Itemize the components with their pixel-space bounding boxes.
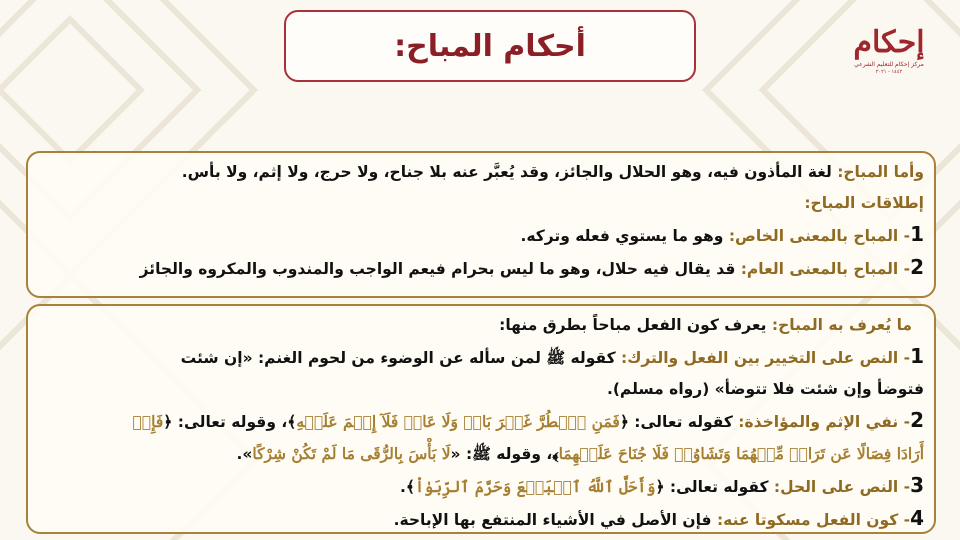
method-continuation bbox=[38, 438, 924, 470]
text: ﴾، وقوله ﷺ: « bbox=[450, 445, 559, 463]
page-title: أحكام المباح: bbox=[394, 28, 586, 64]
usage-item bbox=[38, 219, 924, 252]
method-item bbox=[38, 470, 924, 503]
method-continuation bbox=[38, 374, 924, 405]
item-number: 1 bbox=[910, 222, 924, 246]
text: كقوله ﷺ لمن سأله عن الوضوء من لحوم الغنم: «إن شئت bbox=[180, 349, 622, 367]
item-number: 1 bbox=[910, 344, 924, 368]
hadith: لَا بَأْسَ بِالرُّقَى مَا لَمْ تَكُنْ شِرْكًا bbox=[252, 444, 451, 463]
text: ﴾، وقوله تعالى: ﴿ bbox=[163, 413, 297, 431]
term: - النص على التخيير بين الفعل والترك: bbox=[621, 349, 911, 367]
item-number: 4 bbox=[910, 506, 924, 530]
text: كقوله تعالى: ﴿ bbox=[619, 413, 739, 431]
method-item bbox=[38, 405, 924, 438]
logo bbox=[848, 26, 930, 96]
text: ». bbox=[236, 445, 253, 463]
text: ﴾. bbox=[400, 478, 415, 496]
definition-box bbox=[26, 151, 936, 298]
term: - النص على الحل: bbox=[773, 478, 911, 496]
methods-box bbox=[26, 304, 936, 534]
verse: فَإِنۡ bbox=[132, 412, 164, 431]
text: فإن الأصل في الأشياء المنتفع بها الإباحة. bbox=[393, 511, 717, 529]
usages-heading bbox=[38, 188, 924, 219]
term: - المباح بالمعنى الخاص: bbox=[728, 227, 911, 245]
usage-item bbox=[38, 252, 924, 285]
verse: وَأَحَلَّ ٱللَّهُ ٱلۡبَيۡعَ وَحَرَّمَ ٱلرِّبَوٰاْ bbox=[415, 477, 656, 496]
logo-mark: إحكام bbox=[853, 25, 925, 60]
method-item bbox=[38, 341, 924, 374]
logo-dates: ١٤٤٢ - ٢٠٢١ bbox=[875, 69, 903, 75]
text: كقوله تعالى: ﴿ bbox=[655, 478, 774, 496]
title-box bbox=[284, 10, 696, 82]
logo-subtitle: مركز إحكام للتعليم الشرعي bbox=[854, 61, 924, 68]
term: - نفي الإثم والمؤاخذة: bbox=[738, 413, 911, 431]
methods-heading bbox=[38, 310, 924, 341]
text: يعرف كون الفعل مباحاً بطرق منها: bbox=[499, 316, 772, 334]
verse: فَمَنِ ٱضۡطُرَّ غَيۡرَ بَاغٖ وَلَا عَادٖ فَلَآ إِثۡمَ عَلَيۡهِ bbox=[296, 412, 620, 431]
term: - المباح بالمعنى العام: bbox=[740, 260, 911, 278]
text: فتوضأ وإن شئت فلا تتوضأ» (رواه مسلم). bbox=[606, 380, 924, 398]
term: - كون الفعل مسكوتا عنه: bbox=[716, 511, 911, 529]
term: إطلاقات المباح: bbox=[804, 194, 924, 212]
item-number: 2 bbox=[910, 255, 924, 279]
item-number: 2 bbox=[910, 408, 924, 432]
item-number: 3 bbox=[910, 473, 924, 497]
definition-line bbox=[38, 157, 924, 188]
verse: أَرَادَا فِصَالًا عَن تَرَاضٖ مِّنۡهُمَا وَتَشَاوُرٖ فَلَا جُنَاحَ عَلَيۡهِمَا bbox=[558, 444, 924, 463]
text: لغة المأذون فيه، وهو الحلال والجائز، وقد يُعبَّر عنه بلا جناح، ولا حرج، ولا إثم، ولا بأس. bbox=[181, 163, 838, 181]
method-item bbox=[38, 503, 924, 536]
text: قد يقال فيه حلال، وهو ما ليس بحرام فيعم الواجب والمندوب والمكروه والجائز bbox=[139, 260, 741, 278]
term: وأما المباح: bbox=[837, 163, 924, 181]
text: وهو ما يستوي فعله وتركه. bbox=[520, 227, 729, 245]
term: ما يُعرف به المباح: bbox=[771, 316, 912, 334]
